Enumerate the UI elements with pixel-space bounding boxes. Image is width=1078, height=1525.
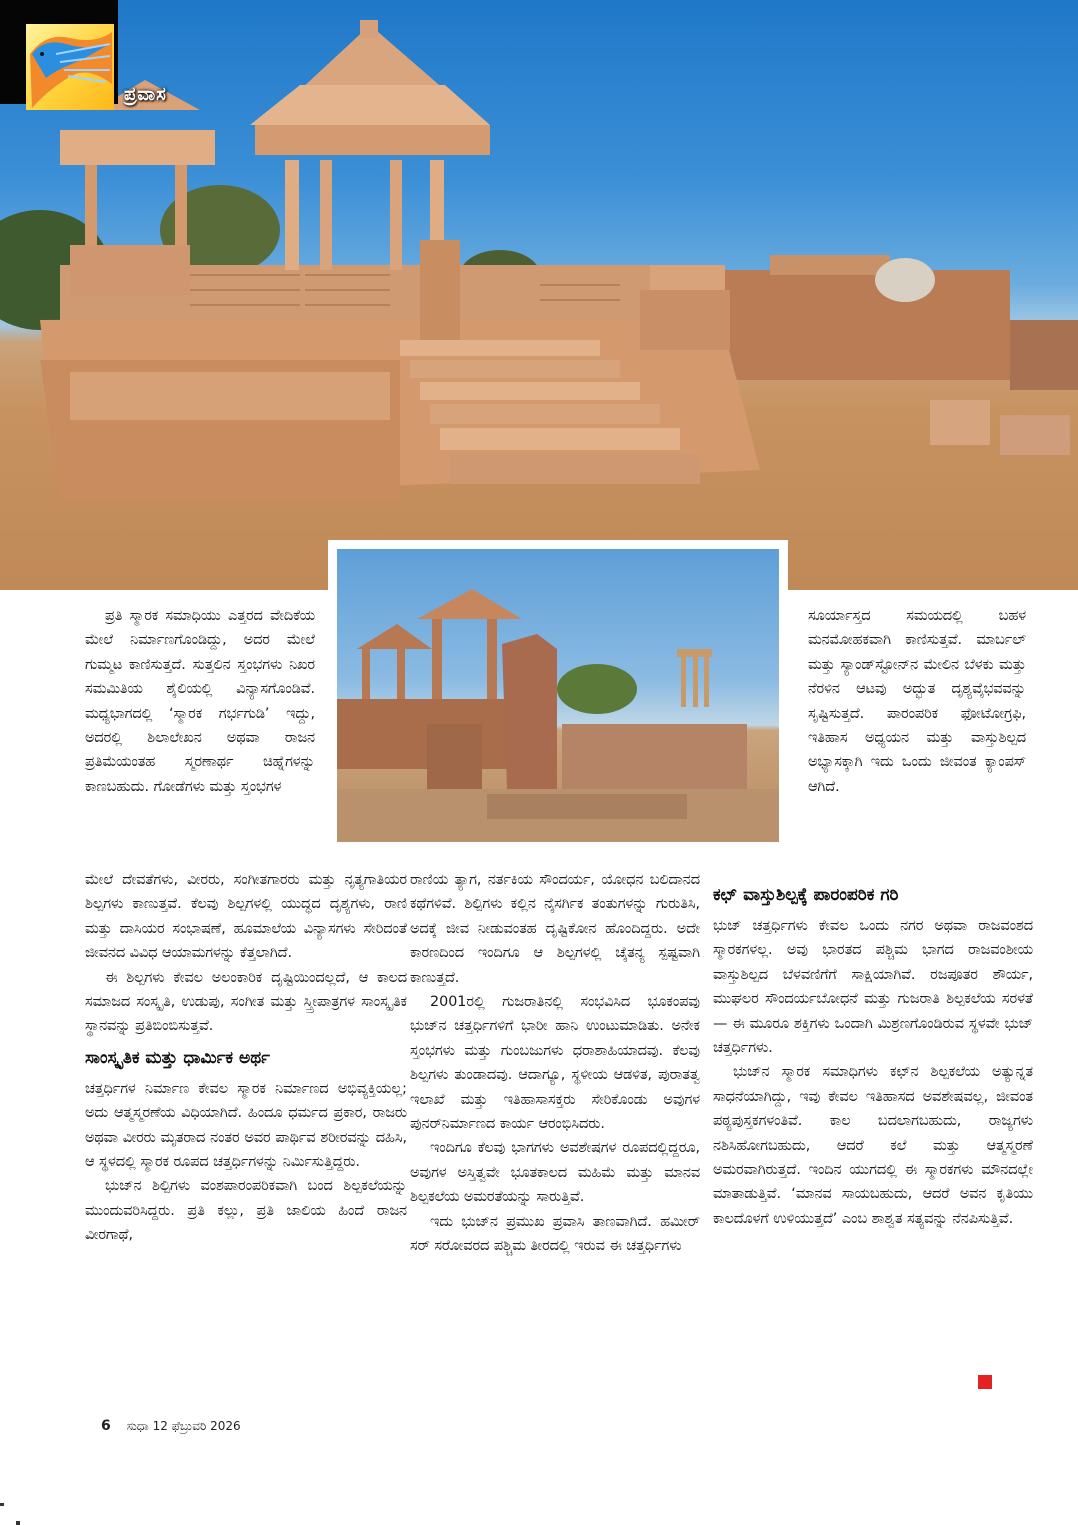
crop-mark [0,1503,4,1506]
paragraph: ಮೇಲೆ ದೇವತೆಗಳು, ವೀರರು, ಸಂಗೀತಗಾರರು ಮತ್ತು ನೃತ್ಯಗಾತಿಯರ ಶಿಲ್ಪಗಳು ಕಾಣುತ್ತವೆ. ಕೆಲವು ಶಿಲ್ಪಗಳಲ್ಲಿ ಯುದ್ಧದ ದೃಶ್ಯಗಳು, ರಾಣಿ ಮತ್ತು ದಾಸಿಯರ ಸಂಭಾಷಣೆ, ಹೂಮಾಲೆಯ ವಿನ್ಯಾಸಗಳು ಸೇರಿದಂತೆ ಜೀವನದ ವಿವಿಧ ಆಯಾಮಗಳನ್ನು ಕೆತ್ತಲಾಗಿದೆ. [85,872,407,962]
paragraph: ಚತ್ತರ್ಧಿಗಳ ನಿರ್ಮಾಣ ಕೇವಲ ಸ್ಮಾರಕ ನಿರ್ಮಾಣದ ಅಭಿವ್ಯಕ್ತಿಯಲ್ಲ; ಅದು ಆತ್ಮಸ್ಮರಣೆಯ ವಿಧಿಯಾಗಿದೆ. ಹಿಂದೂ ಧರ್ಮದ ಪ್ರಕಾರ, ರಾಜರು ಅಥವಾ ವೀರರು ಮೃತರಾದ ನಂತರ ಅವರ ಪಾರ್ಥಿವ ಶರೀರವನ್ನು ದಹಿಸಿ, ಆ ಸ್ಥಳದಲ್ಲಿ ಸ್ಮಾರಕ ರೂಪದ ಚತ್ತರ್ಧಿಗಳನ್ನು ನಿರ್ಮಿಸುತ್ತಿದ್ದರು. [85,1080,407,1171]
paragraph: 2001ರಲ್ಲಿ ಗುಜರಾತಿನಲ್ಲಿ ಸಂಭವಿಸಿದ ಭೂಕಂಪವು ಭುಜ್‌ನ ಚತ್ತರ್ಧಿಗಳಿಗೆ ಭಾರೀ ಹಾನಿ ಉಂಟುಮಾಡಿತು. ಅನೇಕ ಸ್ತಂಭಗಳು ಮತ್ತು ಗುಂಬಜುಗಳು ಧರಾಶಾಹಿಯಾದವು. ಕೆಲವು ಶಿಲ್ಪಗಳು ತುಂಡಾದವು. ಆದಾಗ್ಯೂ, ಸ್ಥಳೀಯ ಆಡಳಿತ, ಪುರಾತತ್ವ ಇಲಾಖೆ ಮತ್ತು ಇತಿಹಾಸಾಸಕ್ತರು ಸೇರಿಕೊಂಡು ಅವುಗಳ ಪುನರ್‌ನಿರ್ಮಾಣದ ಕಾರ್ಯ ಆರಂಭಿಸಿದರು. [410,994,700,1133]
article-column-1-top [85,604,315,799]
article-column-3-top [808,604,1026,799]
article-end-mark [978,1375,992,1389]
kiosk-right [650,265,725,290]
paragraph: ಇಂದಿಗೂ ಕೆಲವು ಭಾಗಗಳು ಅವಶೇಷಗಳ ರೂಪದಲ್ಲಿದ್ದರೂ, ಅವುಗಳ ಅಸ್ತಿತ್ವವೇ ಭೂತಕಾಲದ ಮಹಿಮೆ ಮತ್ತು ಮಾನವ ಶಿಲ್ಪಕಲೆಯ ಅಮರತೆಯನ್ನು ಸಾರುತ್ತಿವೆ. [410,1140,700,1206]
carved-slab-right [562,724,747,789]
section-label: ಪ್ರವಾಸ [124,84,167,105]
paragraph: ಭುಜ್ ಚತ್ತರ್ಧಿಗಳು ಕೇವಲ ಒಂದು ನಗರ ಅಥವಾ ರಾಜವಂಶದ ಸ್ಮಾರಕಗಳಲ್ಲ. ಅವು ಭಾರತದ ಪಶ್ಚಿಮ ಭಾಗದ ರಾಜವಂಶೀಯ ವಾಸ್ತುಶಿಲ್ಪದ ಬೆಳವಣಿಗೆಗೆ ಸಾಕ್ಷಿಯಾಗಿವೆ. ರಜಪೂತರ ಶೌರ್ಯ, ಮುಘಲರ ಸೌಂದರ್ಯಬೋಧನೆ ಮತ್ತು ಗುಜರಾತಿ ಶಿಲ್ಪಕಲೆಯ ಸರಳತೆ— ಈ ಮೂರೂ ಶಕ್ತಿಗಳು ಒಂದಾಗಿ ಮಿಶ್ರಣಗೊಂಡಿರುವ ಸ್ಥಳವೇ ಭುಜ್ ಚತ್ತರ್ಧಿಗಳು. [713,918,1033,1057]
paragraph: ಸೂರ್ಯಾಸ್ತದ ಸಮಯದಲ್ಲಿ ಬಹಳ ಮನಮೋಹಕವಾಗಿ ಕಾಣಿಸುತ್ತವೆ. ಮಾರ್ಬಲ್ ಮತ್ತು ಸ್ಯಾಂಡ್‌ಸ್ಟೋನ್‌ನ ಮೇಲಿನ ಬೆಳಕು ಮತ್ತು ನೆರಳಿನ ಆಟವು ಅದ್ಭುತ ದೃಶ್ಯವೈಭವವನ್ನು ಸೃಷ್ಟಿಸುತ್ತದೆ. ಪಾರಂಪರಿಕ ಫೋಟೋಗ್ರಫಿ, ಇತಿಹಾಸ ಅಧ್ಯಯನ ಮತ್ತು ವಾಸ್ತುಶಿಲ್ಪದ ಅಭ್ಯಾಸಕ್ಕಾಗಿ ಇದು ಒಂದು ಜೀವಂತ ಕ್ಯಾಂಪಸ್ ಆಗಿದೆ. [808,608,1026,795]
crop-mark [16,1521,20,1525]
page-footer [101,1418,241,1434]
paragraph: ಪ್ರತಿ ಸ್ಮಾರಕ ಸಮಾಧಿಯು ಎತ್ತರದ ವೇದಿಕೆಯ ಮೇಲೆ ನಿರ್ಮಾಣಗೊಂಡಿದ್ದು, ಅದರ ಮೇಲೆ ಗುಮ್ಮಟ ಕಾಣಿಸುತ್ತದೆ. ಸುತ್ತಲಿನ ಸ್ತಂಭಗಳು ನಿಖರ ಸಮಮಿತಿಯ ಶೈಲಿಯಲ್ಲಿ ವಿನ್ಯಾಸಗೊಂಡಿವೆ. ಮಧ್ಯಭಾಗದಲ್ಲಿ ‘ಸ್ಮಾರಕ ಗರ್ಭಗುಡಿ’ ಇದ್ದು, ಅದರಲ್ಲಿ ಶಿಲಾಲೇಖನ ಅಥವಾ ರಾಜನ ಪ್ರತಿಮೆಯಂತಹ ಸ್ಮರಣಾರ್ಥ ಚಿಹ್ನೆಗಳನ್ನು ಕಾಣಬಹುದು. ಗೋಡೆಗಳು ಮತ್ತು ಸ್ತಂಭಗಳ [85,608,315,795]
carved-slab-left [427,724,482,799]
subheading: ಕಛ್ ವಾಸ್ತುಶಿಲ್ಪಕ್ಕೆ ಪಾರಂಪರಿಕ ಗರಿ [713,885,899,905]
article-column-1-bottom [85,868,407,1248]
distant-dome [875,258,935,302]
inset-photo-frame [328,540,788,848]
inset-tree [557,664,637,714]
page-number: 6 [101,1418,111,1434]
paragraph: ಈ ಶಿಲ್ಪಗಳು ಕೇವಲ ಅಲಂಕಾರಿಕ ದೃಷ್ಟಿಯಿಂದಲ್ಲದೆ, ಆ ಕಾಲದ ಸಮಾಜದ ಸಂಸ್ಕೃತಿ, ಉಡುಪು, ಸಂಗೀತ ಮತ್ತು ಸ್ತ್ರೀಪಾತ್ರಗಳ ಸಾಂಸ್ಕೃತಿಕ ಸ್ಥಾನವನ್ನು ಪ್ರತಿಬಿಂಬಿಸುತ್ತವೆ. [85,969,407,1035]
inset-columns [677,649,712,707]
publication-dateline: ಸುಧಾ 12 ಫೆಬ್ರುವರಿ 2026 [126,1419,241,1433]
paragraph: ಭುಜ್‌ನ ಸ್ಮಾರಕ ಸಮಾಧಿಗಳು ಕಛ್‌ನ ಶಿಲ್ಪಕಲೆಯ ಅತ್ಯುನ್ನತ ಸಾಧನೆಯಾಗಿದ್ದು, ಇವು ಕೇವಲ ಇತಿಹಾಸದ ಅವಶೇಷವಲ್ಲ, ಜೀವಂತ ಪಠ್ಯಪುಸ್ತಕಗಳಂತಿವೆ. ಕಾಲ ಬದಲಾಗಬಹುದು, ರಾಜ್ಯಗಳು ನಶಿಸಿಹೋಗಬಹುದು, ಆದರೆ ಕಲೆ ಮತ್ತು ಆತ್ಮಸ್ಮರಣೆ ಅಮರವಾಗಿರುತ್ತದೆ. ಇಂದಿನ ಯುಗದಲ್ಲಿ ಈ ಸ್ಮಾರಕಗಳು ಮೌನದಲ್ಲೇ ಮಾತಾಡುತ್ತಿವೆ. ‘ಮಾನವ ಸಾಯಬಹುದು, ಆದರೆ ಅವನ ಕೃತಿಯು ಕಾಲದೊಳಗೆ ಉಳಿಯುತ್ತದೆ’ ಎಂಬ ಶಾಶ್ವತ ಸತ್ಯವನ್ನು ನೆನಪಿಸುತ್ತಿವೆ. [713,1064,1033,1227]
subheading: ಸಾಂಸ್ಕೃತಿಕ ಮತ್ತು ಧಾರ್ಮಿಕ ಅರ್ಥ [85,1047,270,1068]
article-column-2 [410,868,700,1259]
paragraph: ಭುಜ್‌ನ ಶಿಲ್ಪಿಗಳು ವಂಶಪಾರಂಪರಿಕವಾಗಿ ಬಂದ ಶಿಲ್ಪಕಲೆಯನ್ನು ಮುಂದುವರಿಸಿದ್ದರು. ಪ್ರತಿ ಕಲ್ಲು, ಪ್ರತಿ ಜಾಲಿಯ ಹಿಂದೆ ರಾಜನ ವೀರಗಾಥೆ, [85,1178,407,1244]
distant-temple [720,270,1010,380]
inset-photo-ruins [337,549,779,842]
carved-stele [502,634,557,789]
article-column-3-bottom [713,876,1033,1231]
bird-logo-icon [26,24,114,110]
paragraph: ಇದು ಭುಜ್‌ನ ಪ್ರಮುಖ ಪ್ರವಾಸಿ ತಾಣವಾಗಿದೆ. ಹಮೀರ್ ಸರ್ ಸರೋವರದ ಪಶ್ಚಿಮ ತೀರದಲ್ಲಿ ಇರುವ ಈ ಚತ್ತರ್ಧಿಗಳು [410,1213,700,1255]
paragraph: ರಾಣಿಯ ತ್ಯಾಗ, ನರ್ತಕಿಯ ಸೌಂದರ್ಯ, ಯೋಧನ ಬಲಿದಾನದ ಕಥೆಗಳಿವೆ. ಶಿಲ್ಪಿಗಳು ಕಲ್ಲಿನ ನೈಸರ್ಗಿಕ ತಂತುಗಳನ್ನು ಗುರುತಿಸಿ, ಅದಕ್ಕೆ ಜೀವ ನೀಡುವಂತಹ ದೃಷ್ಟಿಕೋನ ಹೊಂದಿದ್ದರು. ಅದೇ ಕಾರಣದಿಂದ ಇಂದಿಗೂ ಆ ಶಿಲ್ಪಗಳಲ್ಲಿ ಚೈತನ್ಯ ಸ್ಪಷ್ಟವಾಗಿ ಕಾಣುತ್ತದೆ. [410,872,700,986]
